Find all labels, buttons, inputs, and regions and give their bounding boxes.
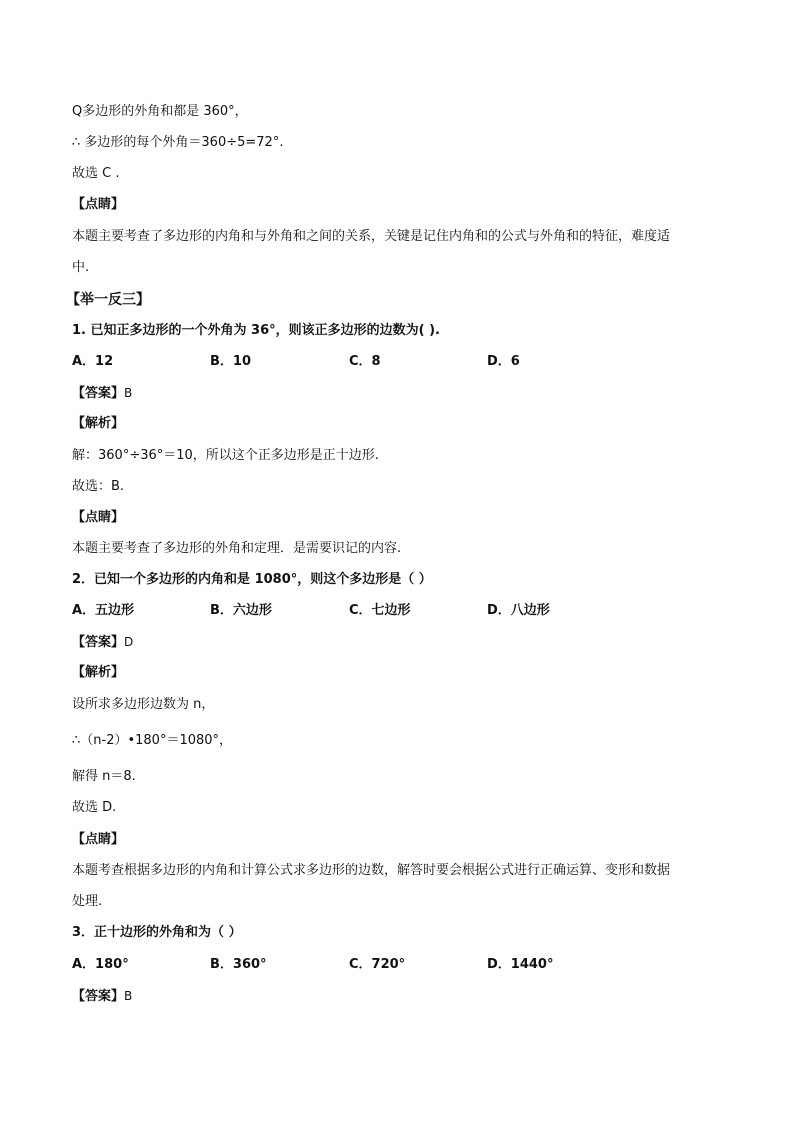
q3-option-c: C．720° xyxy=(349,957,406,972)
intro-comment-2: 中. xyxy=(72,260,90,275)
q2-answer-value: D xyxy=(124,635,134,649)
q2-option-a: A．五边形 xyxy=(72,603,135,618)
q1-analysis-label: 【解析】 xyxy=(72,416,125,431)
q3-option-a: A．180° xyxy=(72,957,129,972)
q2-answer-label: 【答案】 xyxy=(72,635,125,650)
q2-option-c: C．七边形 xyxy=(349,603,411,618)
intro-line-2: ∴ 多边形的每个外角＝360÷5=72°. xyxy=(72,135,284,150)
q1-option-c: C．8 xyxy=(349,354,381,369)
q3-option-b: B．360° xyxy=(210,957,267,972)
q3-option-d: D．1440° xyxy=(487,957,554,972)
q3-stem: 3．正十边形的外角和为（ ） xyxy=(72,925,242,940)
q3-answer xyxy=(72,986,132,1007)
intro-dianjing-label: 【点睛】 xyxy=(72,197,125,212)
q2-analysis-2: ∴（n-2）•180°＝1080°， xyxy=(72,733,233,748)
q2-analysis-4: 故选 D. xyxy=(72,800,117,815)
q2-comment-2: 处理. xyxy=(72,894,103,909)
q1-option-d: D．6 xyxy=(487,354,520,369)
intro-comment-1: 本题主要考查了多边形的内角和与外角和之间的关系，关键是记住内角和的公式与外角和的特征，难度适 xyxy=(72,229,671,244)
q1-comment: 本题主要考查了多边形的外角和定理．是需要识记的内容. xyxy=(72,541,402,556)
q2-analysis-3: 解得 n＝8. xyxy=(72,769,136,784)
q2-comment-1: 本题考查根据多边形的内角和计算公式求多边形的边数，解答时要会根据公式进行正确运算、变形和数据 xyxy=(72,863,671,878)
q1-option-a: A．12 xyxy=(72,354,114,369)
q1-analysis-2: 故选：B. xyxy=(72,479,125,494)
q1-answer xyxy=(72,383,132,404)
q1-option-b: B．10 xyxy=(210,354,251,369)
q2-stem: 2．已知一个多边形的内角和是 1080°，则这个多边形是（ ） xyxy=(72,572,432,587)
q2-analysis-label: 【解析】 xyxy=(72,665,125,680)
q2-analysis-1: 设所求多边形边数为 n， xyxy=(72,697,215,712)
q1-dianjing-label: 【点睛】 xyxy=(72,510,125,525)
q2-option-b: B．六边形 xyxy=(210,603,272,618)
intro-line-3: 故选 C . xyxy=(72,166,120,181)
q1-analysis-1: 解：360°÷36°＝10，所以这个正多边形是正十边形. xyxy=(72,448,379,463)
section-title: 【举一反三】 xyxy=(66,292,150,308)
q2-answer xyxy=(72,632,133,653)
q3-answer-value: B xyxy=(124,989,133,1003)
q3-answer-label: 【答案】 xyxy=(72,989,125,1004)
q1-answer-label: 【答案】 xyxy=(72,386,125,401)
q1-answer-value: B xyxy=(124,386,133,400)
intro-line-1: Q多边形的外角和都是 360°， xyxy=(72,104,248,119)
q1-stem: 1. 已知正多边形的一个外角为 36°，则该正多边形的边数为( ). xyxy=(72,323,440,338)
q2-dianjing-label: 【点睛】 xyxy=(72,832,125,847)
q2-option-d: D．八边形 xyxy=(487,603,550,618)
